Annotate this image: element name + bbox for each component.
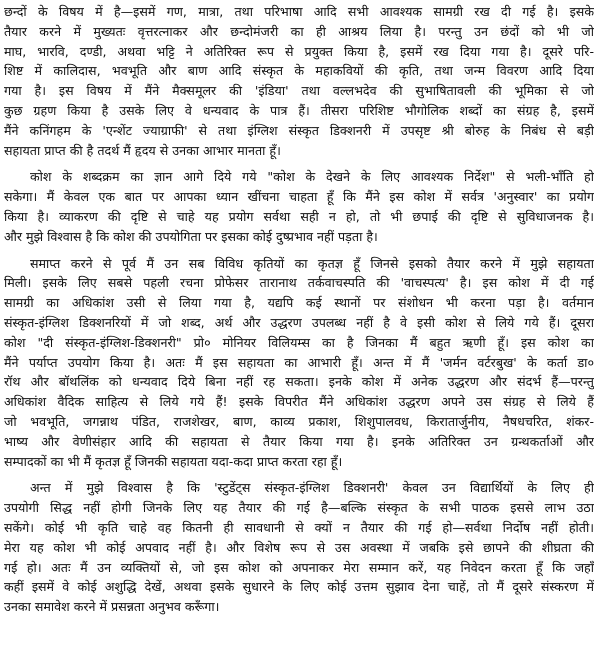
text-line: उनका समावेश करने में प्रसन्नता अनुभव करूँगा। (4, 599, 220, 615)
text-line: किया है। व्याकरण की दृष्टि से चाहे यह प्रयोग सर्वथा सही न हो, तो भी छपाई की दृष्टि से सुविधाजनक है। (4, 208, 594, 224)
text-line: गया है। इस विषय में मैंने मैक्समूलर की 'इंडिया' तथा वल्लभदेव की सुभाषितावली की भूमिका से जो (4, 83, 594, 99)
paragraph-appendices (4, 2, 594, 160)
text-line: अधिकांश वैदिक साहित्य से लिये गये हैं! इसके विपरीत मैंने अधिकांश उद्धरण अपने उस संग्रह से लिये हैं (4, 394, 594, 410)
text-line: कोश "दी संस्कृत-इंग्लिश-डिक्शनरी" प्रो० मोनियर विलियम्स का है जिनका मैं बहुत ऋणी हूँ। इस कोश का (4, 334, 594, 350)
text-line: अन्त में मुझे विश्वास है कि 'स्टुडेंट्स संस्कृत-इंग्लिश डिक्शनरी' केवल उन विद्यार्थियों के लिए ही (30, 480, 594, 496)
text-line: कुछ ग्रहण किया है उसके लिए वे धन्यवाद के पात्र हैं। तीसरा परिशिष्ट भौगोलिक शब्दों का संग्रह है, इसमें (4, 102, 594, 118)
text-line: कोश के शब्दक्रम का ज्ञान आगे दिये गये "कोश के देखने के लिए आवश्यक निर्देश" से भली-भाँति हो (30, 169, 594, 185)
text-line: मेरा यह कोश भी कोई अपवाद नहीं है। और विशेष रूप से उस अवस्था में जबकि इसे छापने की शीघ्रता की (4, 539, 594, 555)
paragraph-acknowledgements (4, 254, 594, 472)
paragraph-closing (4, 478, 594, 617)
text-line: सम्पादकों का भी मैं कृतज्ञ हूँ जिनकी सहायता यदा-कदा प्राप्त करता रहा हूँ। (4, 453, 343, 469)
text-line: मैंने कनिंगहम के 'एन्शेंट ज्याग्राफी' से तथा इंग्लिश संस्कृत डिक्शनरी में उपसृष्ट श्री बोरुह के निबंध से बड़ी (4, 122, 594, 138)
text-line: तैयार करने में मुख्यतः वृत्तरत्नाकर और छन्दोमंजरी का ही आश्रय लिया है। परन्तु उन छंदों को भी जो (4, 23, 594, 39)
paragraph-word-order (4, 167, 594, 246)
text-line: रॉथ और बॉथलिंक को धन्यवाद दिये बिना नहीं रह सकता। इनके कोश में अनेक उद्धरण और संदर्भ हैं—परन्तु (4, 374, 594, 390)
text-line: जो भवभूति, जगन्नाथ पंडित, राजशेखर, बाण, काव्य प्रकाश, शिशुपालवध, किरातार्जुनीय, नैषधचरित, शंकर- (4, 413, 594, 429)
text-line: गई हो। अतः मैं उन व्यक्तियों से, जो इस कोश को अपनाकर मेरा सम्मान करें, यह निवेदन करता हूँ कि जहाँ (4, 559, 594, 575)
text-line: उपयोगी सिद्ध नहीं होगी जिनके लिए यह तैयार की गई है—बल्कि संस्कृत के सभी पाठक इससे लाभ उठा (4, 500, 594, 516)
text-line: भाष्य और वेणीसंहार आदि की सहायता से तैयार किया गया है। इनके अतिरिक्त उन ग्रन्थकर्ताओं और (4, 433, 594, 449)
text-line: मिली। इसके लिए सबसे पहली रचना प्रोफेसर तारानाथ तर्कवाचस्पति की 'वाचस्पत्य' है। इस कोश में दी गई (4, 275, 594, 291)
text-line: सामग्री का अधिकांश उसी से लिया गया है, यद्यपि कई स्थानों पर संशोधन भी करना पड़ा है। वर्तमान (4, 295, 594, 311)
text-line: मैंने पर्याप्त उपयोग किया है। अतः मैं इस सहायता का आभारी हूँ। अन्त में मैं 'जर्मन वर्टरबुख' के कर्ता डा० (4, 354, 594, 370)
text-line: सहायता प्राप्त की है तदर्थ मैं हृदय से उनका आभार मानता हूँ। (4, 142, 281, 158)
text-line: सकेंगे। कोई भी कृति चाहे वह कितनी ही सावधानी से क्यों न तैयार की गई हो—सर्वथा निर्दोष नहीं होती। (4, 519, 594, 535)
text-line: माघ, भारवि, दण्डी, अथवा भट्टि ने अतिरिक्त रूप से प्रयुक्त किया है, इसमें रख दिया गया है। दूसरे परि- (4, 43, 594, 59)
text-line: संस्कृत-इंग्लिश डिक्शनरियों में जो शब्द, अर्थ और उद्धरण उपलब्ध नहीं है वे इसी कोश से लिये गये हैं। दूसरा (4, 314, 594, 330)
text-line: और मुझे विश्वास है कि कोश की उपयोगिता पर इसका कोई दुष्प्रभाव नहीं पड़ता है। (4, 228, 378, 244)
text-line: छन्दों के विषय में है—इसमें गण, मात्रा, तथा परिभाषा आदि सभी आवश्यक सामग्री रख दी गई है। इसके (4, 4, 594, 19)
text-line: सकेगा। मैं केवल एक बात पर आपका ध्यान खींचना चाहता हूँ कि मैंने इस कोश में सर्वत्र 'अनुस्वार' का प्रयोग (4, 189, 594, 205)
text-line: शिष्ट में कालिदास, भवभूति और बाण आदि संस्कृत के महाकवियों की कृति, तथा जन्म विवरण आदि दिया (4, 63, 594, 79)
text-line: समाप्त करने से पूर्व मैं उन सब विविध कृतियों का कृतज्ञ हूँ जिनसे इसको तैयार करने में मुझे सहायता (30, 255, 594, 271)
text-line: कहीं इसमें वे कोई अशुद्धि देखें, अथवा इसके सुधारने के लिए कोई उत्तम सुझाव देना चाहें, तो मैं दूसरे संस्करण में (4, 579, 594, 595)
